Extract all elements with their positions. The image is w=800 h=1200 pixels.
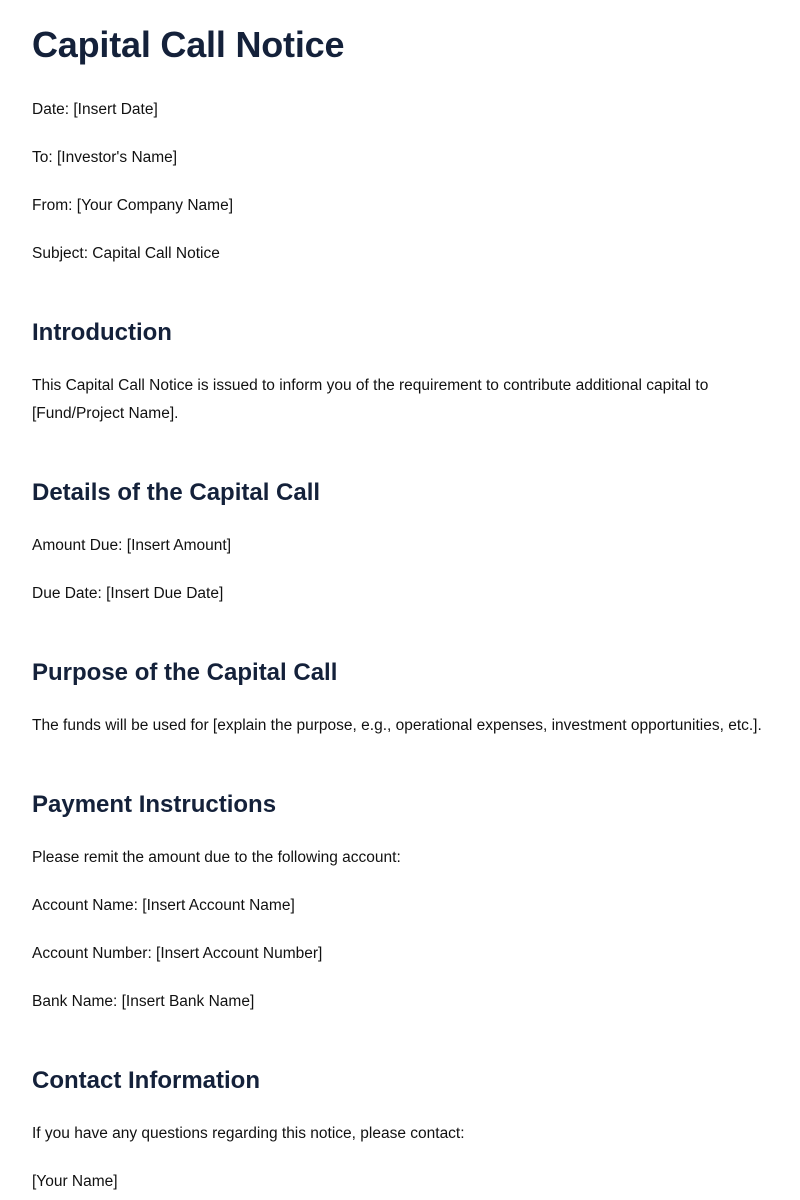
due-date-line: Due Date: [Insert Due Date]: [32, 585, 224, 602]
contact-name-line: [Your Name]: [32, 1173, 118, 1190]
to-line: To: [Investor's Name]: [32, 149, 178, 166]
section-heading: Purpose of the Capital Call: [32, 659, 338, 686]
account-name-line: Account Name: [Insert Account Name]: [32, 897, 295, 914]
introduction-section: [32, 318, 768, 428]
amount-due-line: Amount Due: [Insert Amount]: [32, 537, 232, 554]
introduction-text: This Capital Call Notice is issued to inform you of the requirement to contribute additional capital to [Fund/Project Name].: [32, 377, 709, 422]
bank-name-line: Bank Name: [Insert Bank Name]: [32, 993, 255, 1010]
contact-intro-text: If you have any questions regarding this notice, please contact:: [32, 1125, 465, 1142]
date-line: Date: [Insert Date]: [32, 101, 158, 118]
contact-section: [32, 1066, 768, 1196]
from-line: From: [Your Company Name]: [32, 197, 234, 214]
account-number-line: Account Number: [Insert Account Number]: [32, 945, 323, 962]
payment-intro-text: Please remit the amount due to the following account:: [32, 849, 401, 866]
payment-section: [32, 790, 768, 1016]
details-section: [32, 478, 768, 608]
section-heading: Introduction: [32, 319, 172, 346]
purpose-section: [32, 658, 768, 740]
subject-line: Subject: Capital Call Notice: [32, 245, 220, 262]
section-heading: Contact Information: [32, 1067, 260, 1094]
section-heading: Details of the Capital Call: [32, 479, 321, 506]
section-heading: Payment Instructions: [32, 791, 277, 818]
notice-header: [32, 96, 768, 268]
purpose-text: The funds will be used for [explain the purpose, e.g., operational expenses, investment opportunities, etc.].: [32, 717, 762, 734]
document-title: Capital Call Notice: [32, 24, 345, 65]
